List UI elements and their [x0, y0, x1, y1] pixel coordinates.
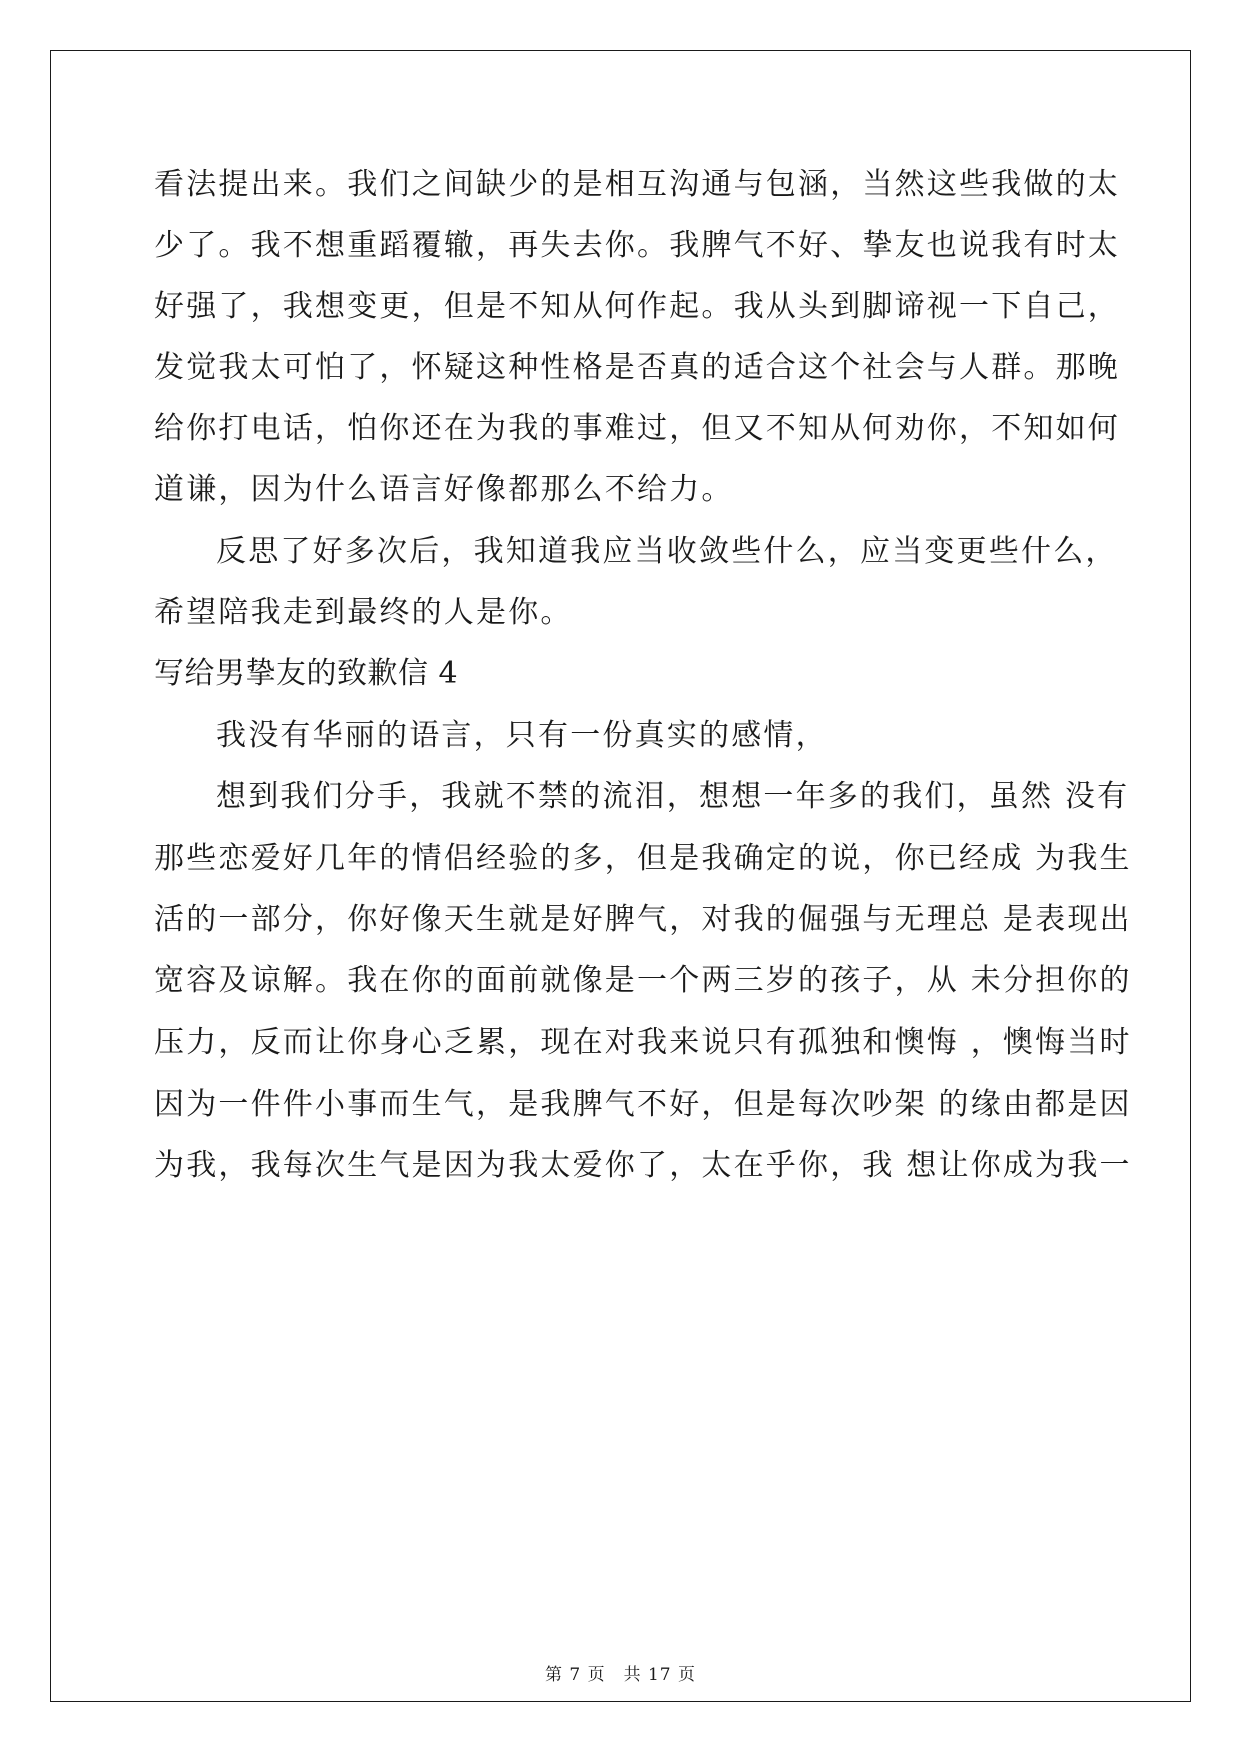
- body-line: 发觉我太可怕了，怀疑这种性格是否真的适合这个社会与人群。那晚: [154, 350, 1120, 385]
- paragraph-first-line: 想到我们分手，我就不禁的流泪，想想一年多的我们，虽然 没有: [216, 779, 1130, 814]
- body-line: 那些恋爱好几年的情侣经验的多，但是我确定的说，你已经成 为我生: [154, 841, 1132, 876]
- body-line: 少了。我不想重蹈覆辙，再失去你。我脾气不好、挚友也说我有时太: [154, 228, 1120, 263]
- body-line: 好强了，我想变更，但是不知从何作起。我从头到脚谛视一下自己，: [154, 289, 1120, 324]
- body-line: 看法提出来。我们之间缺少的是相互沟通与包涵，当然这些我做的太: [154, 167, 1120, 202]
- page-number-footer: 第 7 页 共 17 页: [544, 1665, 697, 1685]
- body-line: 因为一件件小事而生气，是我脾气不好，但是每次吵架 的缘由都是因: [154, 1087, 1132, 1122]
- body-line: 活的一部分，你好像天生就是好脾气，对我的倔强与无理总 是表现出: [154, 902, 1132, 937]
- body-line: 希望陪我走到最终的人是你。: [154, 595, 573, 630]
- body-line: 给你打电话，怕你还在为我的事难过，但又不知从何劝你，不知如何: [154, 411, 1120, 446]
- section-heading: 写给男挚友的致歉信 4: [154, 656, 459, 691]
- body-line: 宽容及谅解。我在你的面前就像是一个两三岁的孩子，从 未分担你的: [154, 963, 1132, 998]
- body-line: 压力，反而让你身心乏累，现在对我来说只有孤独和懊悔 ，懊悔当时: [154, 1025, 1132, 1060]
- body-line: 为我，我每次生气是因为我太爱你了，太在乎你，我 想让你成为我一: [154, 1148, 1132, 1183]
- paragraph-first-line: 反思了好多次后，我知道我应当收敛些什么，应当变更些什么，: [216, 534, 1118, 569]
- body-line: 道谦，因为什么语言好像都那么不给力。: [154, 472, 734, 507]
- paragraph-first-line: 我没有华丽的语言，只有一份真实的感情，: [216, 718, 828, 753]
